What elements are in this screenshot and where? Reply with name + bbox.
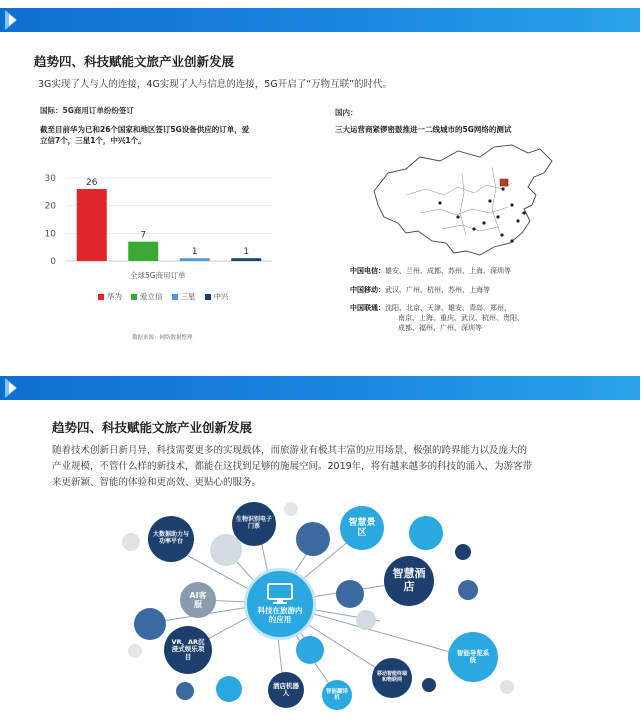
legend-swatch: [131, 294, 137, 300]
node-translator: 智能翻译机: [322, 680, 352, 710]
legend-label: 三星: [180, 292, 196, 301]
bar-value-label: 1: [191, 247, 198, 258]
domestic-desc: 三大运营商紧锣密鼓推进一二线城市的5G网络的测试: [335, 125, 512, 134]
bar-1: [128, 242, 158, 261]
node-bio-ticket: 生物识别电子门票: [232, 502, 276, 546]
center-label: 科技在旅游内的应用: [257, 606, 303, 624]
legend-label: 爱立信: [140, 292, 163, 301]
chart-legend: [98, 291, 229, 302]
legend-label: 中兴: [213, 292, 229, 301]
y-tick-label: 30: [44, 174, 56, 184]
node-smart-scenic: 智慧景区: [340, 506, 384, 550]
carrier-name: 中国联通：: [350, 304, 385, 312]
carrier-unicom: [350, 304, 511, 313]
slide2-heading: 趋势四、科技赋能文旅产业创新发展: [52, 420, 253, 435]
intl-desc-2: 立信7个，三星1个，中兴1个。: [40, 136, 146, 145]
y-tick-label: 20: [44, 201, 56, 212]
carrier-cities: 武汉、广州、杭州、苏州、上海等: [385, 286, 490, 294]
slide-tech-tourism: [0, 368, 643, 724]
y-tick-label: 10: [44, 229, 56, 240]
decor-dot: [409, 516, 443, 550]
orders-bar-chart: [30, 168, 290, 346]
legend-swatch: [205, 294, 211, 300]
bar-value-label: 1: [243, 247, 250, 258]
y-tick-label: 0: [50, 257, 56, 267]
decor-dot: [458, 580, 478, 600]
node-vr-ar: VR、AR沉浸式娱乐项目: [164, 626, 212, 674]
legend-item: [172, 291, 196, 302]
intl-label: 国际：5G商用订单纷纷签订: [40, 106, 134, 115]
legend-swatch: [98, 294, 104, 300]
node-ai-service: AI客服: [180, 582, 216, 618]
source-note: 数据来源：网络数据整理: [132, 335, 193, 341]
carrier-cities: 雄安、兰州、成都、苏州、上海、深圳等: [385, 267, 511, 275]
decor-dot: [176, 682, 194, 700]
decor-dot: [296, 636, 324, 664]
carrier-telecom: [350, 267, 511, 276]
bar-value-label: 26: [86, 178, 98, 189]
node-big-data: 大数据助力与功率平台: [148, 516, 194, 562]
legend-item: [131, 291, 163, 302]
node-mobile-iot: 移动智能终端和物联网: [372, 658, 412, 698]
carrier-unicom-cont2: 成都、福州、广州、深圳等: [398, 324, 482, 332]
decor-dot: [500, 680, 514, 694]
header-arrow-inner-icon: [9, 14, 16, 26]
slide1-subtitle: 3G实现了人与人的连接，4G实现了人与信息的连接，5G开启了“万物互联”的时代。: [38, 79, 393, 90]
legend-item: [98, 291, 122, 302]
decor-dot: [284, 502, 298, 516]
decor-dot: [134, 608, 166, 640]
legend-label: 华为: [107, 292, 122, 301]
intl-desc-1: 截至目前华为已和26个国家和地区签订5G设备供应的订单，爱: [40, 125, 250, 134]
carrier-name: 中国移动：: [350, 286, 385, 294]
decor-dot: [356, 610, 376, 630]
slide2-para-3: 来更新颖、智能的体验和更高效、更贴心的服务。: [52, 477, 262, 488]
slide2-para-2: 产业规模，不管什么样的新技术，都能在这找到足够的施展空间。2019年，将有越来越多的科技的涌入，为游客带: [52, 461, 533, 472]
bar-value-label: 7: [140, 230, 147, 241]
carrier-unicom-cont: 南京、上海、重庆、武汉、杭州、贵阳、: [398, 314, 524, 322]
node-hotel-robot: 酒店机器人: [268, 672, 304, 708]
slide2-para-1: 随着技术创新日新月异，科技需要更多的实现载体，而旅游业有极其丰富的应用场景、极强的跨界能力以及庞大的: [52, 445, 528, 456]
domestic-label: 国内：: [335, 108, 358, 117]
monitor-icon: [266, 583, 294, 605]
decor-dot: [128, 644, 142, 658]
china-map: [362, 143, 562, 261]
node-smart-hotel: 智慧酒店: [384, 556, 434, 606]
carrier-name: 中国电信：: [350, 267, 385, 275]
bar-2: [180, 258, 210, 261]
slide1-heading: 趋势四、科技赋能文旅产业创新发展: [34, 54, 235, 69]
chart-caption: 全球5G商用订单: [130, 271, 186, 280]
legend-item: [205, 291, 229, 302]
bar-0: [77, 189, 107, 261]
decor-dot: [216, 676, 242, 702]
decor-dot: [296, 522, 330, 556]
carrier-mobile: [350, 286, 490, 295]
decor-dot: [336, 580, 364, 608]
node-smart-guide: 智能导览系统: [448, 632, 498, 682]
decor-dot: [122, 533, 140, 551]
decor-dot: [422, 678, 436, 692]
center-node: [244, 568, 316, 640]
bar-3: [231, 258, 261, 261]
header-bar: [0, 8, 640, 32]
legend-swatch: [172, 294, 178, 300]
carrier-cities: 沈阳、北京、天津、雄安、青岛、郑州、: [385, 304, 511, 312]
decor-dot: [455, 544, 471, 560]
